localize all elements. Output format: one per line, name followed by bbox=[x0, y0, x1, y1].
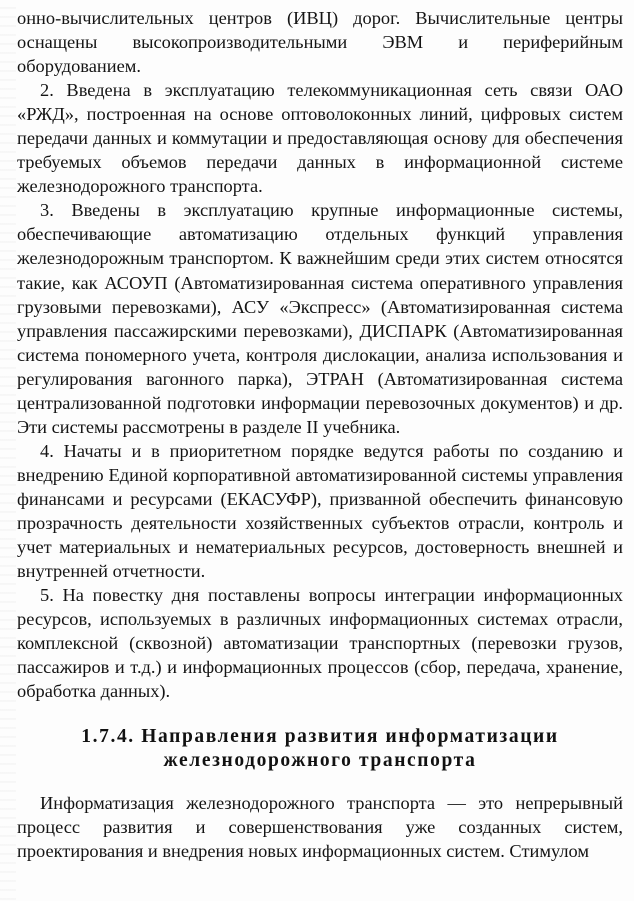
list-item-5: 5. На повестку дня поставлены вопросы интеграции информационных ресурсов, используемых в различных информационных системах отрасли, комплексной (сквозной) автоматизации транспортных (перевозки грузов, пассажиров и т.д.) и информационных процессов (сбор, передача, хранение, обработка данных). bbox=[17, 585, 623, 702]
section-heading-line-2: железнодорожного транспорта bbox=[163, 750, 477, 772]
list-item-2: 2. Введена в эксплуатацию телекоммуникационная сеть связи ОАО «РЖД», построенная на основе оптоволоконных линий, цифровых систем передачи данных и коммутации и предоставляющая основу для обеспечения требуемых объемов передачи данных в информационной системе железнодорожного транспорта. bbox=[17, 80, 623, 197]
list-item-3: 3. Введены в эксплуатацию крупные информационные системы, обеспечивающие автоматизацию отдельных функций управления железнодорожным транспортом. К важнейшим среди этих систем относятся такие, как АСОУП (Автоматизированная система оперативного управления грузовыми перевозками), АСУ «Экспресс» (Автоматизированная система управления пассажирскими перевозками), ДИСПАРК (Автоматизированная система пономерного учета, контроля дислокации, анализа использования и регулирования вагонного парка), ЭТРАН (Автоматизированная система централизованной подготовки информации перевозочных документов) и др. Эти системы рассмотрены в разделе II учебника. bbox=[17, 200, 623, 437]
list-item-4: 4. Начаты и в приоритетном порядке ведутся работы по созданию и внедрению Единой корпоративной автоматизированной системы управления финансами и ресурсами (ЕКАСУФР), призванной обеспечить финансовую прозрачность деятельности хозяйственных субъектов отрасли, контроль и учет материальных и нематериальных ресурсов, достоверность внешней и внутренней отчетности. bbox=[17, 440, 623, 582]
section-heading bbox=[17, 725, 623, 773]
section-heading-line-1: 1.7.4. Направления развития информатизации bbox=[81, 726, 559, 748]
body-paragraph: Информатизация железнодорожного транспорта — это непрерывный процесс развития и совершенствования уже созданных систем, проектирования и внедрения новых информационных систем. Стимулом bbox=[17, 793, 623, 862]
text-column bbox=[17, 6, 623, 864]
paragraph-continuation: онно-вычислительных центров (ИВЦ) дорог. Вычислительные центры оснащены высокопроизводительными ЭВМ и периферийным оборудованием. bbox=[17, 8, 623, 77]
scan-edge-texture bbox=[0, 0, 16, 901]
